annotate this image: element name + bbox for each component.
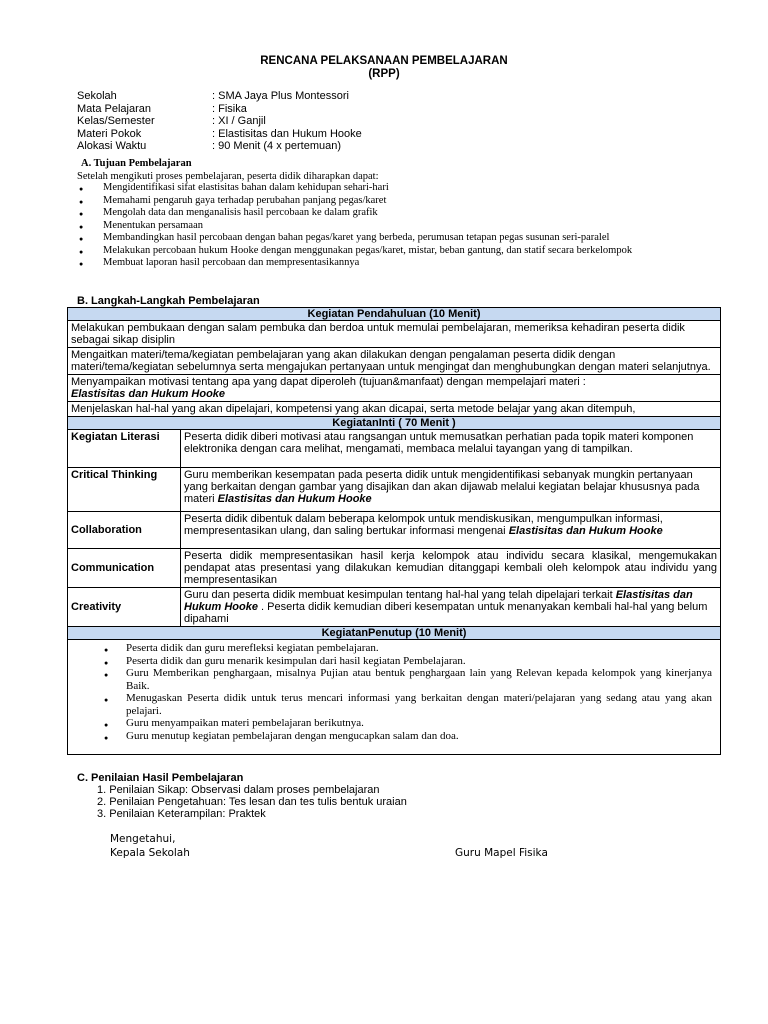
list-item: ● Guru Memberikan penghargaan, misalnya Pujian atau bentuk penghargaan lain yang Relevan kepada kelompok yang kinerjanya Baik. (68, 667, 720, 692)
tujuan-list (77, 182, 717, 269)
penutup-header: KegiatanPenutup (10 Menit) (68, 627, 721, 640)
info-key: Kelas/Semester (77, 115, 155, 127)
kepala-sekolah-label: Kepala Sekolah (110, 847, 190, 859)
info-value: : Elastisitas dan Hukum Hooke (212, 127, 362, 140)
inti-body: Guru memberikan kesempatan pada peserta didik untuk mengidentifikasi sebanyak mungkin pertanyaan yang berkaitan dengan gambar yang disajikan dan akan dijawab melalui kegiatan belajar khususnya pada materi (184, 469, 700, 505)
list-item: ● Menentukan persamaan (77, 220, 717, 232)
inti-text (181, 512, 721, 549)
list-item: 1. Penilaian Sikap: Observasi dalam proses pembelajaran (97, 784, 380, 796)
info-value: : SMA Jaya Plus Montessori (212, 90, 349, 102)
table-row: Mengaitkan materi/tema/kegiatan pembelajaran yang akan dilakukan dengan pengalaman peserta didik dengan materi/tema/kegiatan sebelumnya serta mengajukan pertanyaan untuk mengingat dan menghubungkan dengan materi selanjutnya. (68, 348, 721, 375)
info-key: Mata Pelajaran (77, 102, 151, 115)
list-item: ● Peserta didik dan guru menarik kesimpulan dari hasil kegiatan Pembelajaran. (68, 655, 720, 668)
inti-header: KegiatanInti ( 70 Menit ) (68, 417, 721, 430)
inti-label: Collaboration (68, 512, 181, 549)
penilaian-list (77, 784, 407, 820)
table-row: Melakukan pembukaan dengan salam pembuka dan berdoa untuk memulai pembelajaran, memeriksa kehadiran peserta didik sebagai sikap disiplin (68, 321, 721, 348)
section-penilaian (77, 772, 407, 820)
pendahuluan-header: Kegiatan Pendahuluan (10 Menit) (68, 308, 721, 321)
inti-text (181, 588, 721, 627)
table-row (68, 375, 721, 402)
guru-mapel-label: Guru Mapel Fisika (455, 847, 548, 859)
inti-emphasis: Elastisitas dan Hukum Hooke (217, 493, 372, 505)
section-a-intro: Setelah mengikuti proses pembelajaran, peserta didik diharapkan dapat: (77, 171, 379, 182)
motivasi-text: Menyampaikan motivasi tentang apa yang dapat diperoleh (tujuan&manfaat) dengan mempelajari materi : (71, 376, 586, 388)
inti-text (181, 549, 721, 588)
info-key: Alokasi Waktu (77, 140, 147, 152)
list-item: ● Guru menutup kegiatan pembelajaran dengan mengucapkan salam dan doa. (68, 730, 720, 743)
list-item: ● Melakukan percobaan hukum Hooke dengan menggunakan pegas/karet, mistar, beban gantung, dan statif secara berkelompok (77, 245, 717, 257)
info-value: : XI / Ganjil (212, 115, 266, 127)
inti-body: Guru dan peserta didik membuat kesimpulan tentang hal-hal yang telah dipelajari terkait (184, 589, 613, 601)
inti-body: Peserta didik dibentuk dalam beberapa kelompok untuk mendiskusikan, mengumpulkan informasi, mempresentasikan ulang, dan saling bertukar informasi mengenai (184, 513, 663, 537)
list-item: ● Peserta didik dan guru merefleksi kegiatan pembelajaran. (68, 642, 720, 655)
inti-label: Communication (68, 549, 181, 588)
list-item: ● Memahami pengaruh gaya terhadap perubahan panjang pegas/karet (77, 195, 717, 207)
info-value: : Fisika (212, 102, 247, 115)
langkah-table (67, 307, 721, 755)
list-item: ● Mengolah data dan menganalisis hasil percobaan ke dalam grafik (77, 207, 717, 219)
inti-body-post: . Peserta didik kemudian diberi kesempatan untuk menanyakan kembali hal-hal yang belum dipahami (184, 601, 708, 625)
list-item: ● Membuat laporan hasil percobaan dan mempresentasikannya (77, 257, 717, 269)
motivasi-topic: Elastisitas dan Hukum Hooke (71, 388, 226, 400)
list-item: ● Guru menyampaikan materi pembelajaran berikutnya. (68, 717, 720, 730)
inti-body: Peserta didik mempresentasikan hasil kerja kelompok atau individu secara klasikal, mengemukakan pendapat atas presentasi yang dilakukan kemudian ditanggapi kembali oleh kelompok atau individu yang mempresentasikan (184, 550, 717, 586)
list-item: ● Membandingkan hasil percobaan dengan bahan pegas/karet yang berbeda, perumusan tetapan pegas susunan seri-paralel (77, 232, 717, 244)
section-a-heading: A. Tujuan Pembelajaran (81, 158, 192, 169)
document-subtitle: (RPP) (368, 68, 400, 80)
inti-text (181, 468, 721, 512)
info-key: Materi Pokok (77, 127, 142, 140)
penutup-cell (68, 640, 721, 755)
table-row: Menjelaskan hal-hal yang akan dipelajari, kompetensi yang akan dicapai, serta metode belajar yang akan ditempuh, (68, 402, 721, 417)
info-key: Sekolah (77, 90, 117, 102)
inti-label: Kegiatan Literasi (68, 430, 181, 468)
list-item: ● Menugaskan Peserta didik untuk terus mencari informasi yang berkaitan dengan materi/pelajaran yang sedang atau yang akan pelajari. (68, 692, 720, 717)
inti-emphasis: Elastisitas dan Hukum Hooke (508, 525, 663, 537)
identity-block (77, 90, 362, 153)
list-item: 2. Penilaian Pengetahuan: Tes lesan dan tes tulis bentuk uraian (97, 796, 407, 808)
document-title: RENCANA PELAKSANAAN PEMBELAJARAN (260, 55, 508, 67)
inti-body: Peserta didik diberi motivasi atau rangsangan untuk memusatkan perhatian pada topik materi komponen elektronika dengan cara melihat, mengamati, membaca melalui tayangan yang di tampilkan. (184, 431, 694, 455)
inti-label: Critical Thinking (68, 468, 181, 512)
info-value: : 90 Menit (4 x pertemuan) (212, 140, 342, 152)
section-tujuan (77, 158, 717, 270)
list-item: 3. Penilaian Keterampilan: Praktek (97, 808, 266, 820)
list-item: ● Mengidentifikasi sifat elastisitas bahan dalam kehidupan sehari-hari (77, 182, 717, 194)
inti-text (181, 430, 721, 468)
inti-label: Creativity (68, 588, 181, 627)
penutup-list (68, 640, 720, 754)
section-b-heading: B. Langkah-Langkah Pembelajaran (77, 295, 260, 307)
section-c-heading: C. Penilaian Hasil Pembelajaran (77, 772, 244, 784)
mengetahui-label: Mengetahui, (110, 833, 176, 845)
inti-emphasis: Elastisitas dan Hukum Hooke (184, 589, 693, 613)
